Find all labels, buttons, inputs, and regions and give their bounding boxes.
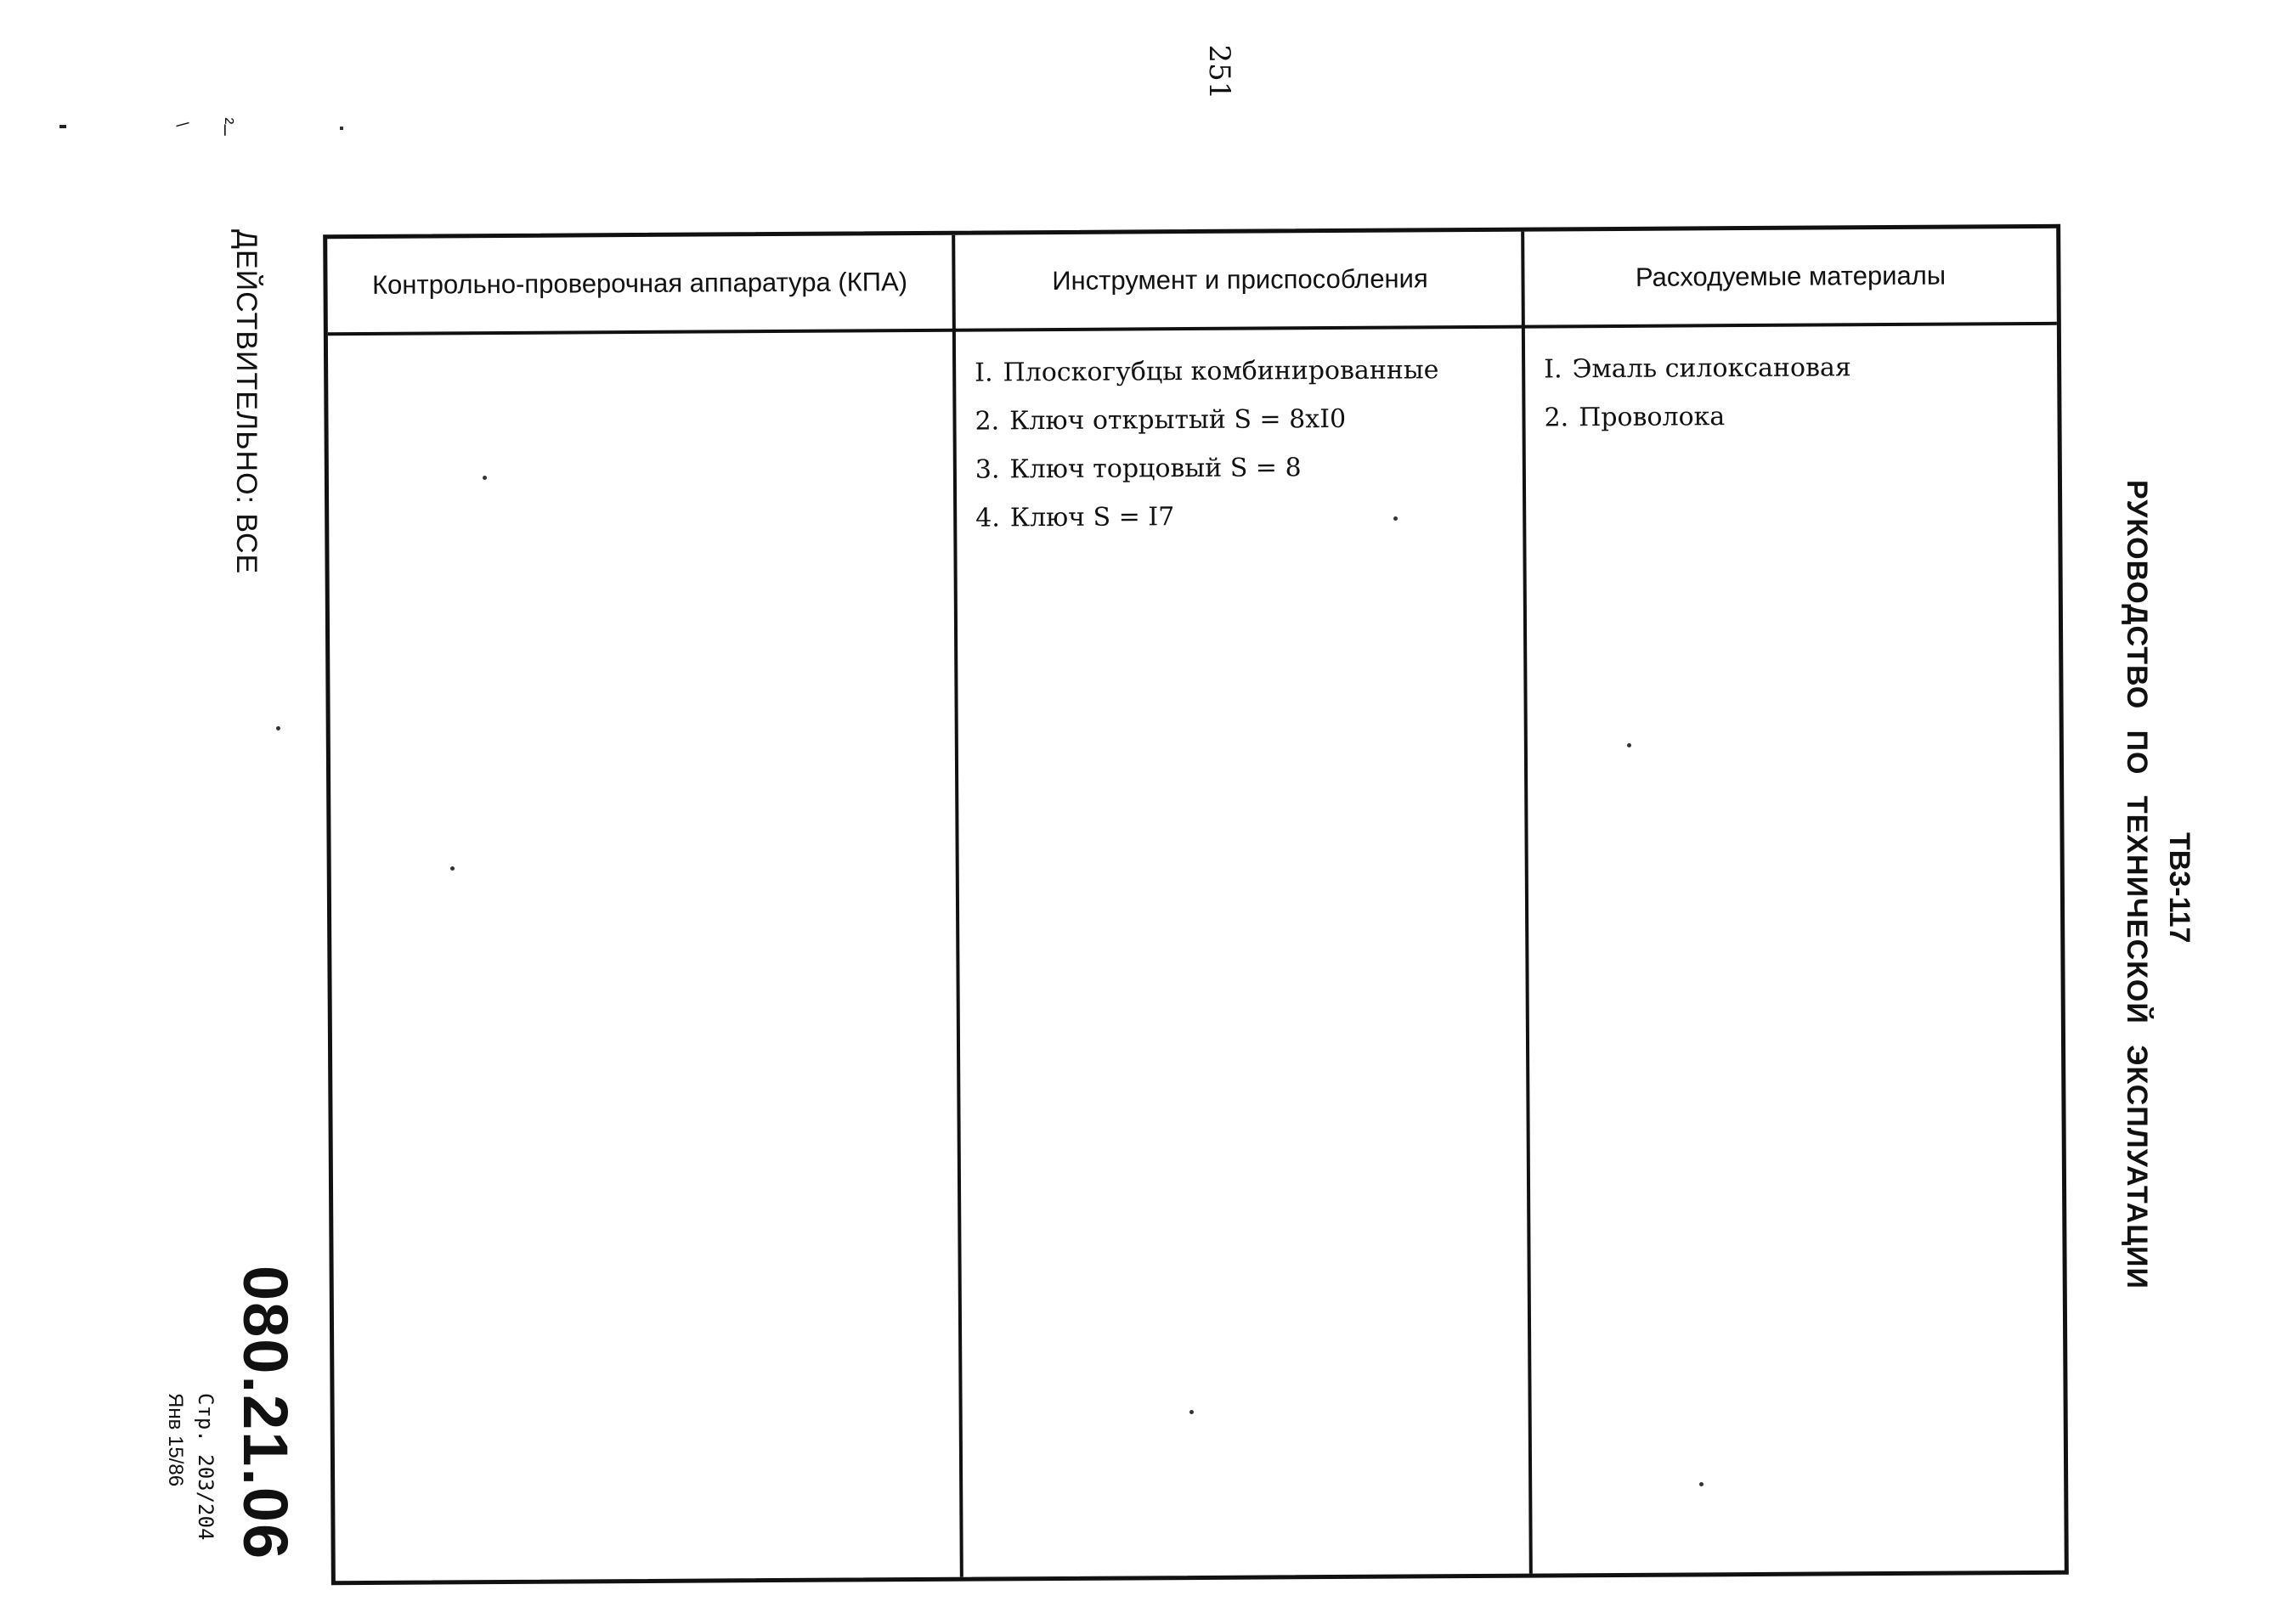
scan-speck [276, 726, 280, 730]
scan-speck [1393, 516, 1398, 521]
item-text: Ключ открытый S = 8xI0 [1009, 403, 1347, 437]
column-header-tools: Инструмент и приспособления [1052, 263, 1428, 296]
list-item [975, 443, 1507, 494]
column-body-materials [1525, 325, 2065, 1574]
list-item [1544, 342, 2038, 394]
item-text: Ключ S = I7 [1009, 502, 1175, 533]
corner-mark-b: ²– [214, 117, 238, 136]
item-number: 2. [975, 406, 1000, 437]
item-text: Плоскогубцы комбинированные [1003, 355, 1439, 388]
item-text: Эмаль силоксановая [1572, 352, 1851, 385]
column-kpa [327, 235, 960, 1581]
item-number: I. [1544, 354, 1562, 385]
corner-marks [51, 115, 357, 149]
column-body-tools [956, 329, 1533, 1577]
item-text: Ключ торцовый S = 8 [1009, 453, 1302, 485]
document-code: 080.21.06 [230, 1266, 301, 1561]
column-header-materials: Расходуемые материалы [1635, 260, 1947, 292]
item-number: I. [975, 358, 993, 388]
scan-speck [1699, 1482, 1704, 1486]
column-materials [1521, 228, 2065, 1574]
item-number: 3. [975, 454, 1000, 485]
column-body-kpa [328, 332, 960, 1581]
corner-mark-a: \ [172, 121, 191, 127]
column-header-kpa: Контрольно-проверочная аппаратура (КПА) [371, 267, 908, 300]
list-item [975, 394, 1506, 446]
scan-speck [1189, 1410, 1194, 1414]
scan-speck [483, 476, 487, 480]
manual-title: РУКОВОДСТВО ПО ТЕХНИЧЕСКОЙ ЭКСПЛУАТАЦИИ [2121, 480, 2153, 1289]
list-item [1544, 391, 2038, 443]
page-number: 251 [1202, 44, 1236, 100]
manual-code: ТВ3-117 [2163, 832, 2195, 944]
list-item [975, 491, 1507, 543]
revision-date: Янв 15/86 [164, 1393, 187, 1487]
scan-mark [340, 127, 343, 130]
list-item [975, 346, 1506, 398]
validity-label: ДЕЙСТВИТЕЛЬНО: ВСЕ [230, 229, 263, 575]
item-number: 4. [975, 503, 1000, 533]
equipment-table [323, 224, 2069, 1585]
scan-speck [1627, 743, 1631, 747]
item-number: 2. [1544, 403, 1569, 433]
page-reference: Стр. 203/204 [194, 1393, 218, 1541]
scan-mark [59, 125, 66, 128]
item-text: Проволока [1579, 402, 1726, 433]
scan-speck [450, 866, 455, 871]
column-tools [952, 232, 1533, 1577]
